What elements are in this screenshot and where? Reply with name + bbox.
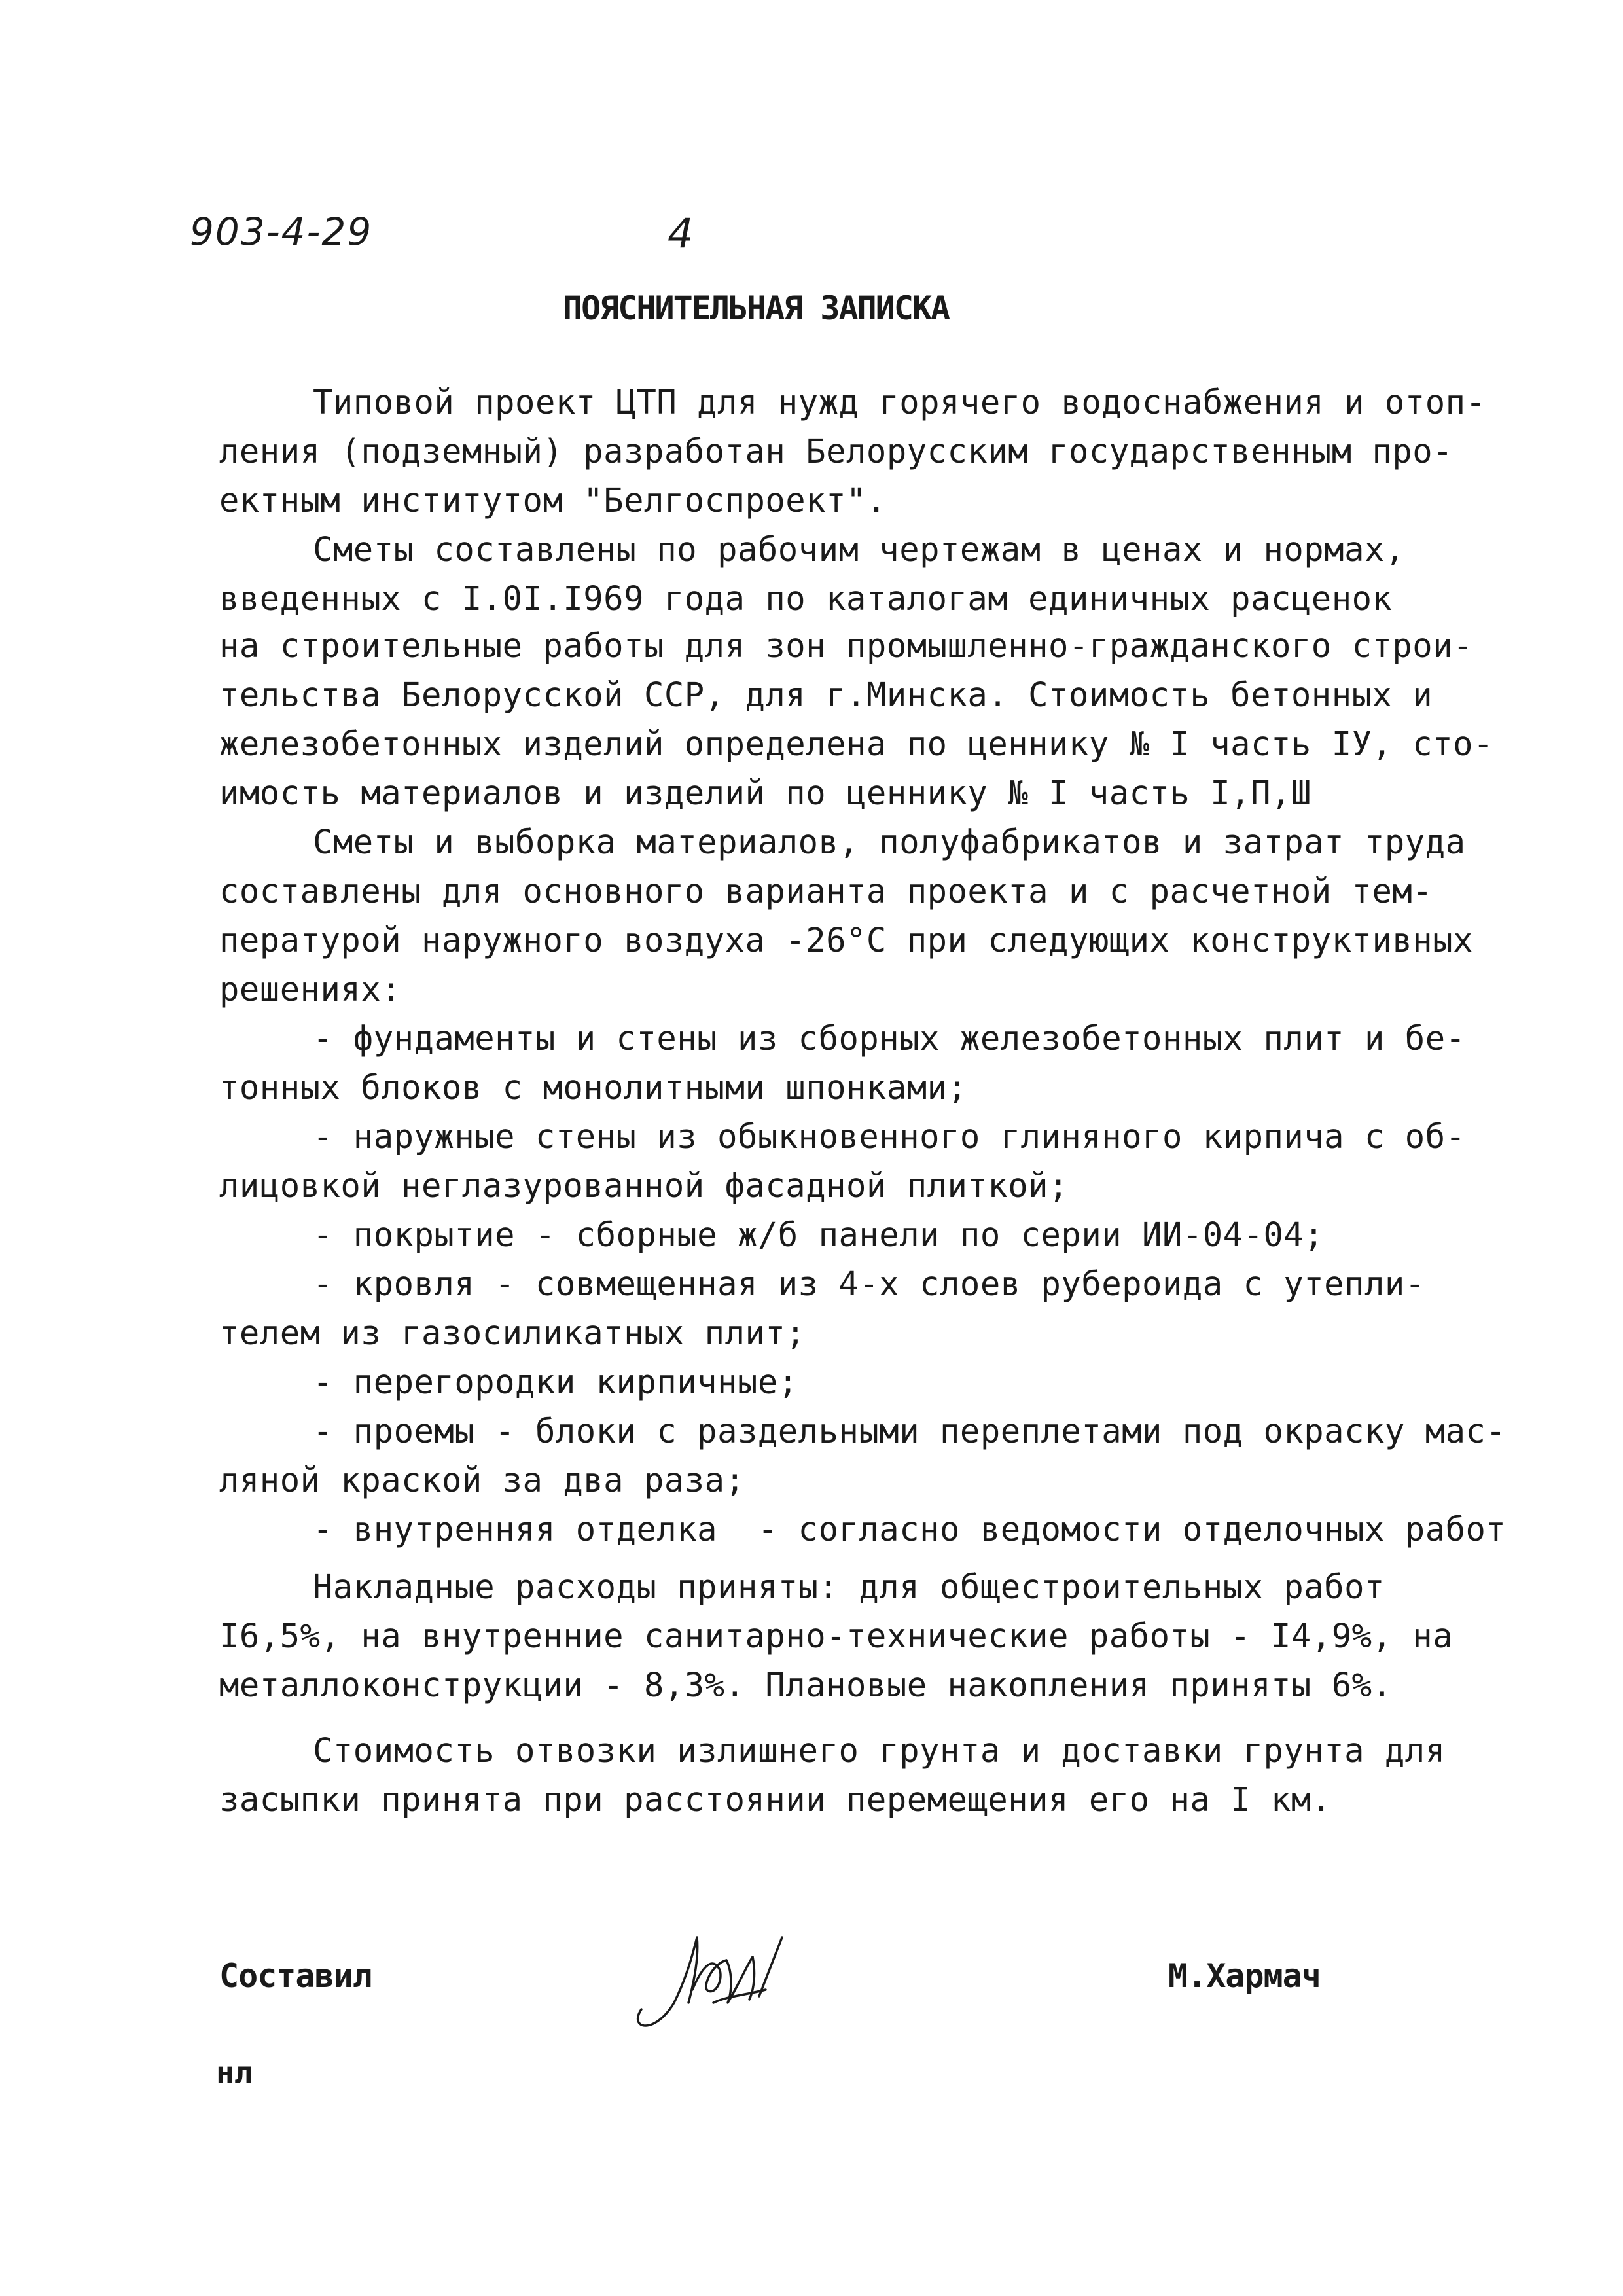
list-item-continuation: тонных блоков с монолитными шпонками; xyxy=(219,1068,968,1107)
text-line: имость материалов и изделий по ценнику № I часть I,П,Ш xyxy=(219,774,1311,812)
text-line: на строительные работы для зон промышленно-гражданского строи- xyxy=(219,626,1474,665)
text-line: Сметы и выборка материалов, полуфабрикатов и затрат труда xyxy=(313,823,1466,861)
text-line: I6,5%, на внутренние санитарно-технические работы - I4,9%, на xyxy=(219,1617,1454,1655)
page-number: 4 xyxy=(668,209,694,257)
text-line: тельства Белорусской ССР, для г.Минска. Стоимость бетонных и xyxy=(219,675,1433,714)
text-line: введенных с I.0I.I969 года по каталогам единичных расценок xyxy=(219,579,1393,618)
text-line: решениях: xyxy=(219,970,402,1009)
list-item: - фундаменты и стены из сборных железобетонных плит и бе- xyxy=(313,1019,1466,1058)
list-item: - покрытие - сборные ж/б панели по серии ИИ-04-04; xyxy=(313,1215,1325,1254)
list-item: - внутренняя отделка - согласно ведомости отделочных работ xyxy=(313,1510,1507,1549)
typist-initials: нл xyxy=(216,2055,253,2090)
text-line: Стоимость отвозки излишнего грунта и доставки грунта для xyxy=(313,1731,1446,1770)
author-name: М.Хармач xyxy=(1168,1957,1321,1995)
text-line: металлоконструкции - 8,3%. Плановые накопления приняты 6%. xyxy=(219,1666,1393,1704)
text-line: ектным институтом "Белгоспроект". xyxy=(219,481,887,520)
list-item-continuation: телем из газосиликатных плит; xyxy=(219,1314,806,1352)
list-item: - кровля - совмещенная из 4-х слоев рубероида с утепли- xyxy=(313,1265,1425,1303)
list-item: - перегородки кирпичные; xyxy=(313,1363,798,1401)
text-line: пературой наружного воздуха -26°С при следующих конструктивных xyxy=(219,921,1474,960)
list-item-continuation: лицовкой неглазурованной фасадной плиткой; xyxy=(219,1166,1069,1205)
page-title: ПОЯСНИТЕЛЬНАЯ ЗАПИСКА xyxy=(563,289,950,327)
text-line: засыпки принята при расстоянии перемещения его на I км. xyxy=(219,1780,1332,1819)
text-line: ления (подземный) разработан Белорусским государственным про- xyxy=(219,432,1454,471)
text-line: Сметы составлены по рабочим чертежам в ценах и нормах, xyxy=(313,530,1405,569)
document-code: 903-4-29 xyxy=(190,209,373,254)
text-line: Типовой проект ЦТП для нужд горячего водоснабжения и отоп- xyxy=(313,383,1486,422)
list-item: - проемы - блоки с раздельными переплетами под окраску мас- xyxy=(313,1412,1507,1450)
list-item: - наружные стены из обыкновенного глиняного кирпича с об- xyxy=(313,1117,1466,1156)
handwritten-signature xyxy=(615,1911,812,2042)
text-line: Накладные расходы приняты: для общестроительных работ xyxy=(313,1568,1385,1606)
text-line: составлены для основного варианта проекта и с расчетной тем- xyxy=(219,872,1433,910)
compiled-by-label: Составил xyxy=(219,1957,372,1995)
text-line: железобетонных изделий определена по ценнику № I часть IУ, сто- xyxy=(219,725,1493,763)
list-item-continuation: ляной краской за два раза; xyxy=(219,1461,745,1499)
